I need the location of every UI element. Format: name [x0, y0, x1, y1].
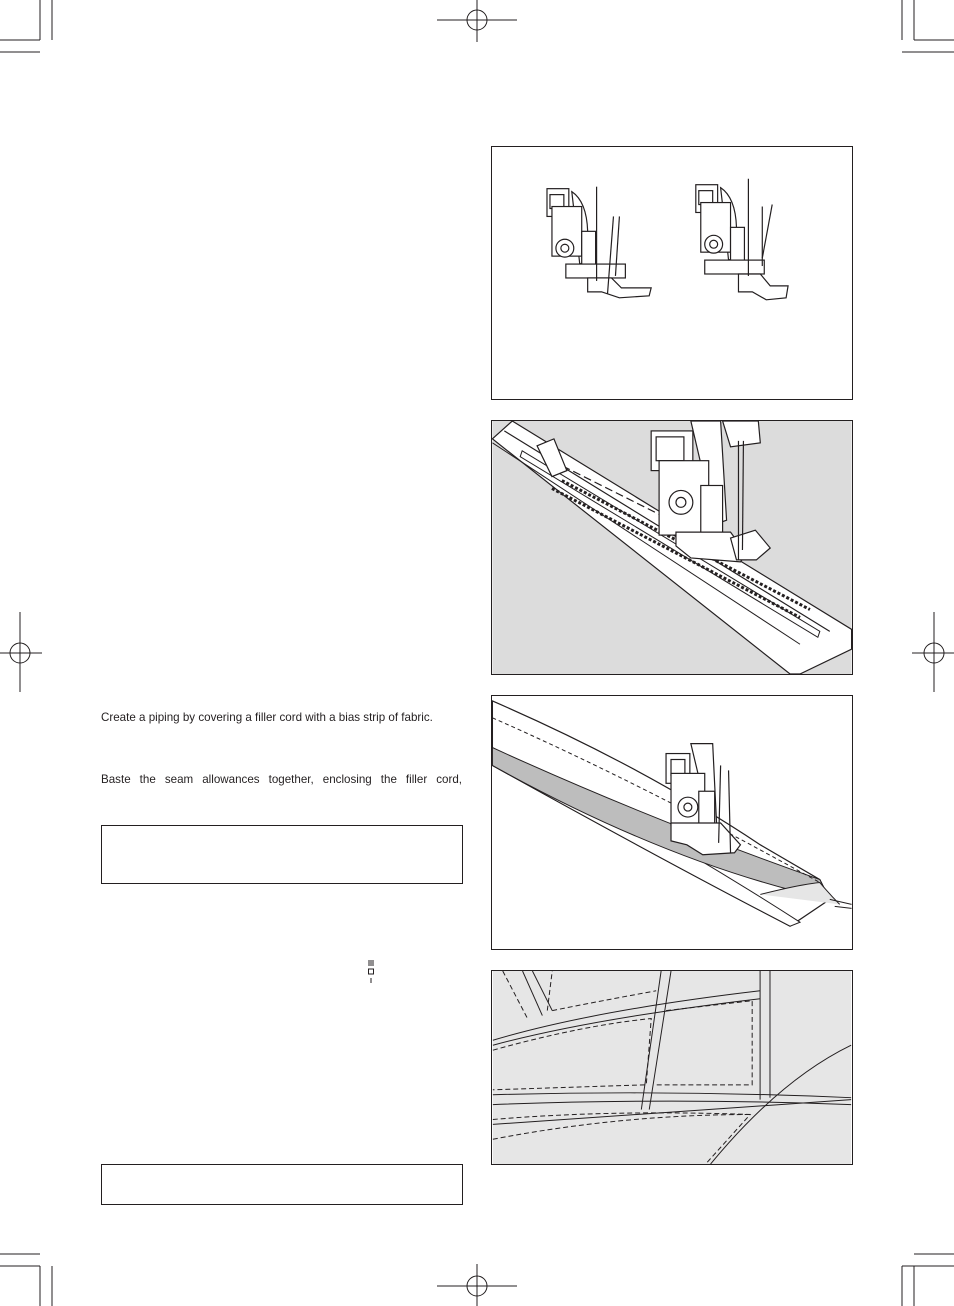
paragraph-baste-seam: Baste the seam allowances together, enclosing the filler cord, — [101, 773, 462, 786]
stitch-symbol-icon — [367, 960, 375, 986]
piping-stitching-illustration — [492, 421, 852, 674]
figure-presser-feet-pair — [491, 146, 853, 400]
figure-quilt-pattern — [491, 970, 853, 1165]
presser-feet-illustration — [492, 147, 852, 399]
quilt-pattern-illustration — [492, 971, 852, 1164]
figure-piping-foot-stitching — [491, 420, 853, 675]
figure-piping-fold — [491, 695, 853, 950]
paragraph-create-piping: Create a piping by covering a filler cord with a bias strip of fabric. — [101, 711, 433, 724]
note-box — [101, 825, 463, 884]
piping-fold-illustration — [492, 696, 852, 949]
note-box-bottom — [101, 1164, 463, 1205]
